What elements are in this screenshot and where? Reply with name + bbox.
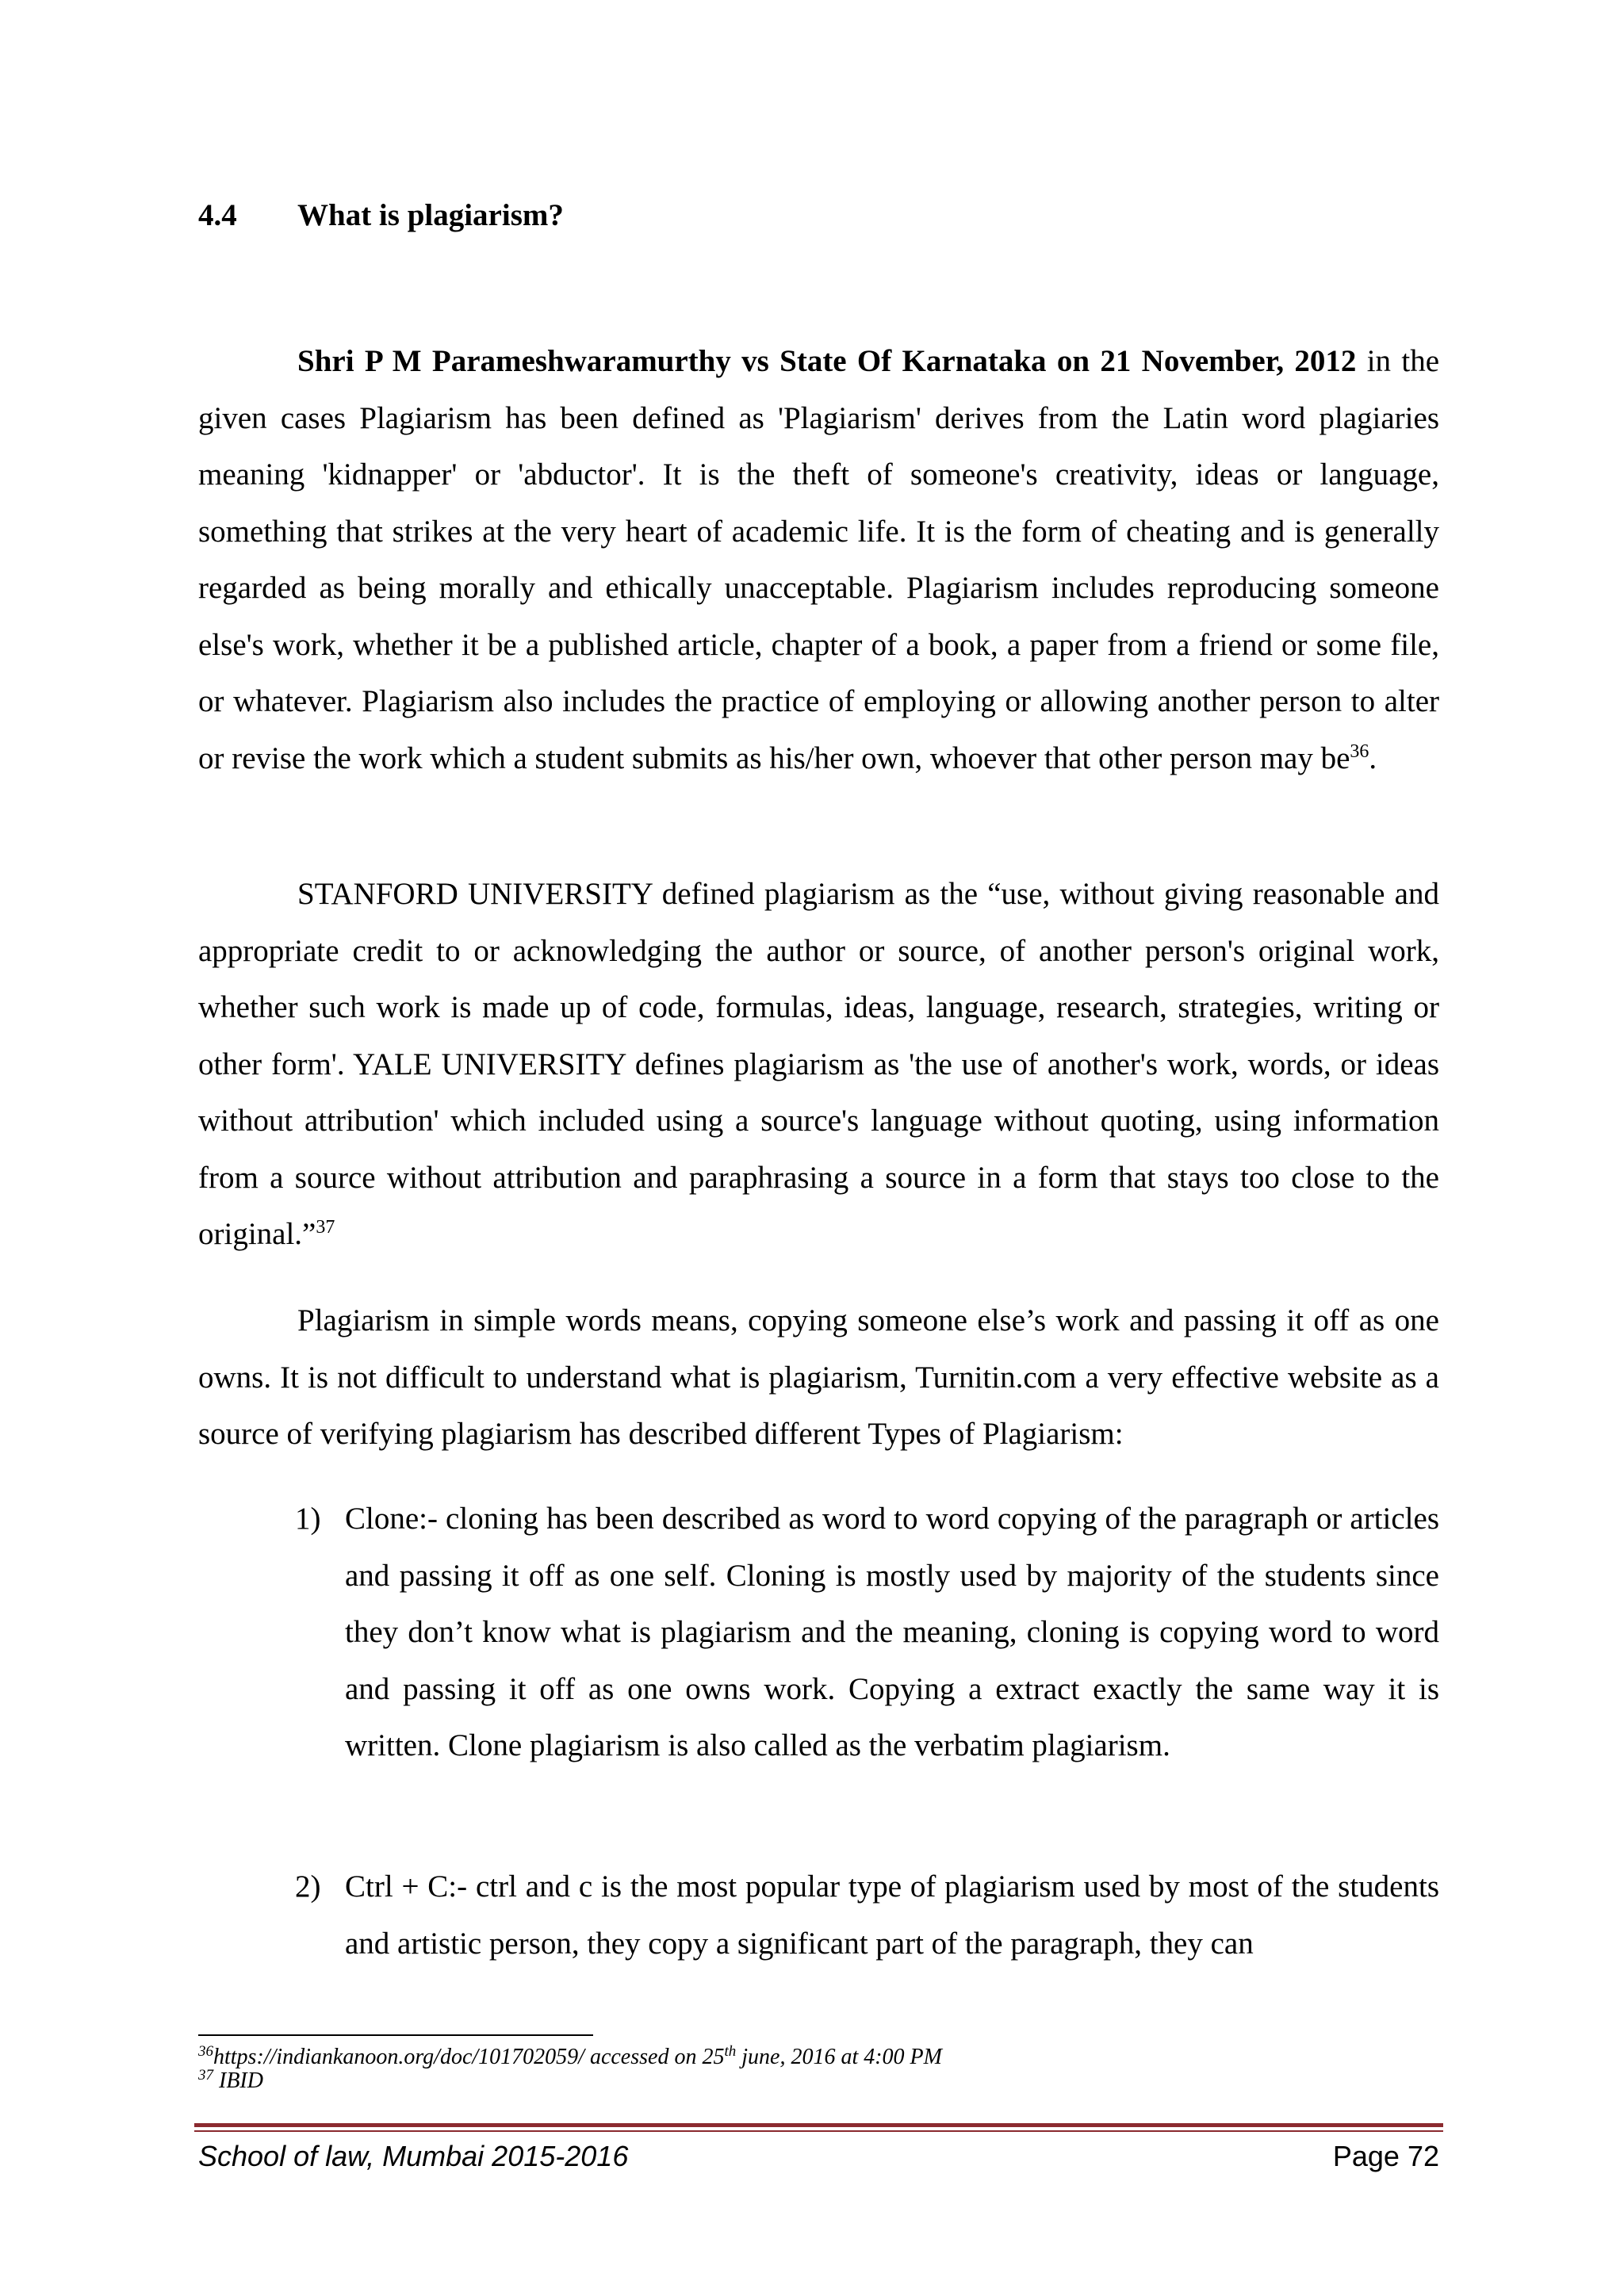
- footnote-37: [198, 2069, 1439, 2093]
- footnote-text: IBID: [213, 2068, 263, 2093]
- paragraph-tail: .: [1369, 740, 1377, 775]
- paragraph-text: Plagiarism in simple words means, copying someone else’s work and passing it off as one owns. It is not difficult to understand what is plagiarism, Turnitin.com a very effective website as a source of verifying plagiarism has described different Types of Plagiarism:: [198, 1303, 1439, 1451]
- page-number: Page 72: [1332, 2140, 1439, 2172]
- list-item: [198, 1858, 1439, 1972]
- section-number: 4.4: [198, 198, 237, 232]
- footnote-number: 36: [198, 2043, 213, 2060]
- footer-rule: [194, 2123, 1443, 2127]
- footnote-link-text[interactable]: https://indiankanoon.org/doc/101702059/ accessed on 25: [213, 2045, 725, 2069]
- footnote-ref-37[interactable]: 37: [316, 1217, 335, 1238]
- footer-institution: School of law, Mumbai 2015-2016: [198, 2140, 629, 2172]
- list-item-text: Clone:- cloning has been described as word to word copying of the paragraph or articles and passing it off as one self. Cloning is mostly used by majority of the students since they don’t know what is plagiarism and the meaning, cloning is copying word to word and passing it off as one owns work. Copying a extract exactly the same way it is written. Clone plagiarism is also called as the verbatim plagiarism.: [345, 1502, 1439, 1762]
- footnotes: [198, 2045, 1439, 2093]
- list-item-text: Ctrl + C:- ctrl and c is the most popular type of plagiarism used by most of the students and artistic person, they copy a significant part of the paragraph, they can: [345, 1869, 1439, 1961]
- footnote-separator: [198, 2034, 593, 2036]
- section-title: What is plagiarism?: [297, 198, 564, 232]
- case-citation: Shri P M Parameshwaramurthy vs State Of Karnataka on 21 November, 2012: [297, 344, 1357, 378]
- list-marker: 2): [295, 1869, 321, 1904]
- paragraph-text: STANFORD UNIVERSITY defined plagiarism as the “use, without giving reasonable and appropriate credit to or acknowledging the author or source, of another person's original work, whether such work is made up of code, formulas, ideas, language, research, strategies, writing or other form'. YALE UNIVERSITY defines plagiarism as 'the use of another's work, words, or ideas without attribution' which included using a source's language without quoting, using information from a source without attribution and paraphrasing a source in a form that stays too close to the original.”: [198, 877, 1439, 1251]
- footnote-ref-36[interactable]: 36: [1350, 740, 1369, 762]
- footnote-36: [198, 2045, 1439, 2069]
- footnote-ordinal: th: [724, 2043, 737, 2060]
- footnote-number: 37: [198, 2067, 213, 2084]
- paragraph-simple-definition: [198, 1292, 1439, 1463]
- list-item: [198, 1490, 1439, 1774]
- list-marker: 1): [295, 1502, 321, 1536]
- footnote-text: june, 2016 at 4:00 PM: [736, 2045, 942, 2069]
- paragraph-university-definitions: [198, 866, 1439, 1263]
- page-footer: [198, 2139, 1439, 2174]
- paragraph-case-definition: [198, 333, 1439, 786]
- paragraph-text: in the given cases Plagiarism has been defined as 'Plagiarism' derives from the Latin word plagiaries meaning 'kidnapper' or 'abductor'. It is the theft of someone's creativity, ideas or language, something that strikes at the very heart of academic life. It is the form of cheating and is generally regarded as being morally and ethically unacceptable. Plagiarism includes reproducing someone else's work, whether it be a published article, chapter of a book, a paper from a friend or some file, or whatever. Plagiarism also includes the practice of employing or allowing another person to alter or revise the work which a student submits as his/her own, whoever that other person may be: [198, 344, 1440, 775]
- section-heading: [198, 197, 564, 235]
- footer-rule-thin: [194, 2130, 1443, 2132]
